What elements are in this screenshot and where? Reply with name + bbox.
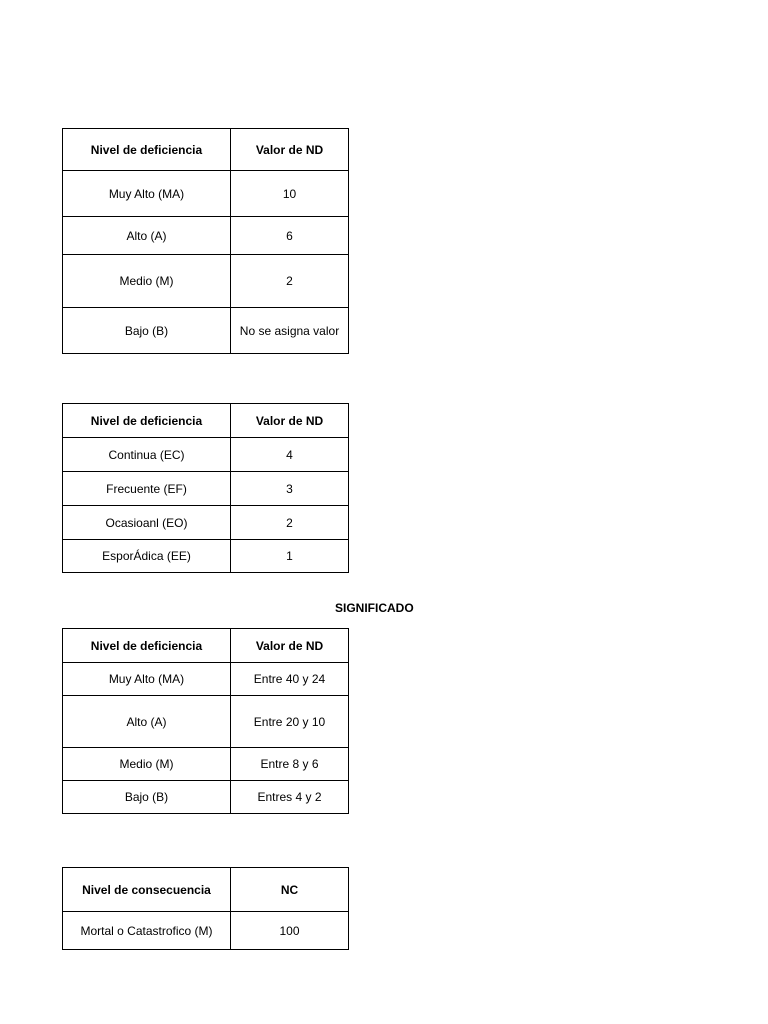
header-cell: Valor de ND: [231, 629, 349, 663]
table-row: [63, 171, 349, 217]
table-cell: Entre 40 y 24: [231, 663, 349, 696]
table-cell: Bajo (B): [63, 781, 231, 814]
header-cell: Nivel de deficiencia: [63, 629, 231, 663]
table-header-row: [63, 129, 349, 171]
table-cell: Bajo (B): [63, 308, 231, 354]
table-cell: 2: [231, 506, 349, 540]
table-cell: Ocasioanl (EO): [63, 506, 231, 540]
table-cell: EsporÁdica (EE): [63, 540, 231, 573]
table-cell: 2: [231, 255, 349, 308]
table-row: [63, 781, 349, 814]
table-cell: Medio (M): [63, 748, 231, 781]
table-cell: Muy Alto (MA): [63, 171, 231, 217]
consequence-level-table: [62, 867, 349, 950]
probability-level-table: [62, 628, 349, 814]
table-cell: 100: [231, 912, 349, 950]
table-cell: Medio (M): [63, 255, 231, 308]
table-cell: 10: [231, 171, 349, 217]
header-cell: Nivel de deficiencia: [63, 129, 231, 171]
deficiency-level-table: [62, 128, 349, 354]
table-cell: Entres 4 y 2: [231, 781, 349, 814]
header-cell: Valor de ND: [231, 129, 349, 171]
table-cell: 3: [231, 472, 349, 506]
table-header-row: [63, 868, 349, 912]
table-cell: No se asigna valor: [231, 308, 349, 354]
table-row: [63, 696, 349, 748]
table-row: [63, 540, 349, 573]
table-row: [63, 663, 349, 696]
table-cell: Muy Alto (MA): [63, 663, 231, 696]
table-row: [63, 255, 349, 308]
table-cell: 1: [231, 540, 349, 573]
table-cell: Alto (A): [63, 696, 231, 748]
header-cell: NC: [231, 868, 349, 912]
table-row: [63, 912, 349, 950]
table-cell: Continua (EC): [63, 438, 231, 472]
table-row: [63, 438, 349, 472]
table-row: [63, 217, 349, 255]
table-row: [63, 308, 349, 354]
table-row: [63, 506, 349, 540]
table-cell: Mortal o Catastrofico (M): [63, 912, 231, 950]
table-cell: 4: [231, 438, 349, 472]
table-cell: Entre 8 y 6: [231, 748, 349, 781]
header-cell: Nivel de consecuencia: [63, 868, 231, 912]
table-cell: Frecuente (EF): [63, 472, 231, 506]
table-cell: 6: [231, 217, 349, 255]
section-label: SIGNIFICADO: [335, 601, 414, 615]
table-row: [63, 748, 349, 781]
table-cell: Entre 20 y 10: [231, 696, 349, 748]
header-cell: Valor de ND: [231, 404, 349, 438]
exposure-level-table: [62, 403, 349, 573]
table-header-row: [63, 629, 349, 663]
header-cell: Nivel de deficiencia: [63, 404, 231, 438]
table-cell: Alto (A): [63, 217, 231, 255]
table-header-row: [63, 404, 349, 438]
table-row: [63, 472, 349, 506]
